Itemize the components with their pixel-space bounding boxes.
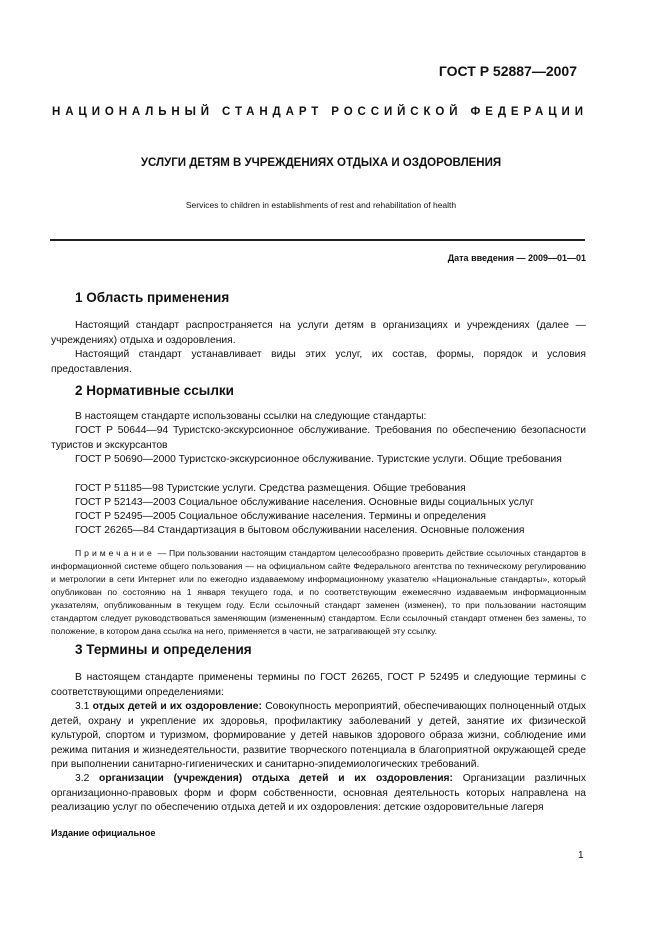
term-definition: Организации различных организационно-правовых форм и форм собственности, основная деятельность которых направлена на реализацию услуг по обеспечению отдыха детей и их оздоровления: детские оздоровительные лагеря <box>51 773 586 813</box>
document-title: УСЛУГИ ДЕТЯМ В УЧРЕЖДЕНИЯХ ОТДЫХА И ОЗДОРОВЛЕНИЯ <box>140 157 502 169</box>
note-label: Примечание <box>75 548 155 558</box>
page-number: 1 <box>578 850 584 861</box>
term-number: 3.1 <box>75 701 90 712</box>
document-number: ГОСТ Р 52887—2007 <box>438 63 577 79</box>
section-2-heading: 2 Нормативные ссылки <box>75 383 234 398</box>
term-name: отдых детей и их оздоровление: <box>92 701 262 712</box>
term-3-1 <box>51 700 586 773</box>
reference-item: ГОСТ Р 50644—94 Туристско-экскурсионное обслуживание. Требования по обеспечению безопасности туристов и экскурсантов <box>51 425 586 451</box>
reference-item: ГОСТ 26265—84 Стандартизация в бытовом обслуживании населения. Основные положения <box>75 525 525 536</box>
official-edition-label: Издание официальное <box>51 828 156 838</box>
introduction-date: Дата введения — 2009—01—01 <box>447 253 586 263</box>
reference-item: ГОСТ Р 52495—2005 Социальное обслуживание населения. Термины и определения <box>75 511 486 522</box>
header-divider <box>50 239 585 241</box>
section-3-intro: В настоящем стандарте применены термины по ГОСТ 26265, ГОСТ Р 52495 и следующие термины с соответствующими определениями: <box>51 672 586 698</box>
note-text: — При пользовании настоящим стандартом целесообразно проверить действие ссылочных стандартов в информационной системе общего пользования — на официальном сайте Федерального агентства по техническому регулированию и метрологии в сети Интернет или по ежегодно издаваемому информационному указателю «Национальные стандарты», который опубликован по состоянию на 1 января текущего года, и по соответствующим ежемесячно издаваемым информационным указателям, опубликованным в текущем году. Если ссылочный стандарт заменен (изменен), то при пользовании настоящим стандартом следует руководствоваться заменяющим (измененным) стандартом. Если ссылочный стандарт отменен без замены, то положение, в котором дана ссылка на него, применяется в части, не затрагивающей эту ссылку. <box>51 548 587 636</box>
term-definition: Совокупность мероприятий, обеспечивающих полноценный отдых детей, охрану и укрепление их здоровья, профилактику заболеваний у детей, занятие их физической культурой, спортом и туризмом, формирование у детей навыков здорового образа жизни, соблюдение ими режима питания и жизнедеятельности, развитие творческого потенциала в благоприятной окружающей среде при выполнении санитарно-гигиенических и санитарно-эпидемиологических требований. <box>51 701 586 770</box>
document-subtitle-english: Services to children in establishments of rest and rehabilitation of health <box>185 200 457 210</box>
term-3-2 <box>51 772 586 816</box>
reference-item: ГОСТ Р 52143—2003 Социальное обслуживание населения. Основные виды социальных услуг <box>75 497 534 508</box>
section-3-heading: 3 Термины и определения <box>75 642 252 657</box>
section-2-note <box>51 547 586 638</box>
term-number: 3.2 <box>75 773 90 784</box>
national-standard-banner: НАЦИОНАЛЬНЫЙ СТАНДАРТ РОССИЙСКОЙ ФЕДЕРАЦИИ <box>52 106 588 118</box>
term-name: организации (учреждения) отдыха детей и их оздоровления: <box>99 773 453 784</box>
reference-item: ГОСТ Р 51185—98 Туристские услуги. Средства размещения. Общие требования <box>75 483 466 494</box>
section-1-heading: 1 Область применения <box>75 290 230 305</box>
section-1-paragraph-2: Настоящий стандарт устанавливает виды этих услуг, их состав, формы, порядок и условия предоставления. <box>51 349 586 375</box>
reference-item: ГОСТ Р 50690—2000 Туристско-экскурсионное обслуживание. Туристские услуги. Общие требования <box>75 454 562 465</box>
section-2-intro: В настоящем стандарте использованы ссылки на следующие стандарты: <box>75 411 427 422</box>
section-1-paragraph-1: Настоящий стандарт распространяется на услуги детям в организациях и учреждениях (далее — учреждениях) отдыха и оздоровления. <box>51 320 586 346</box>
